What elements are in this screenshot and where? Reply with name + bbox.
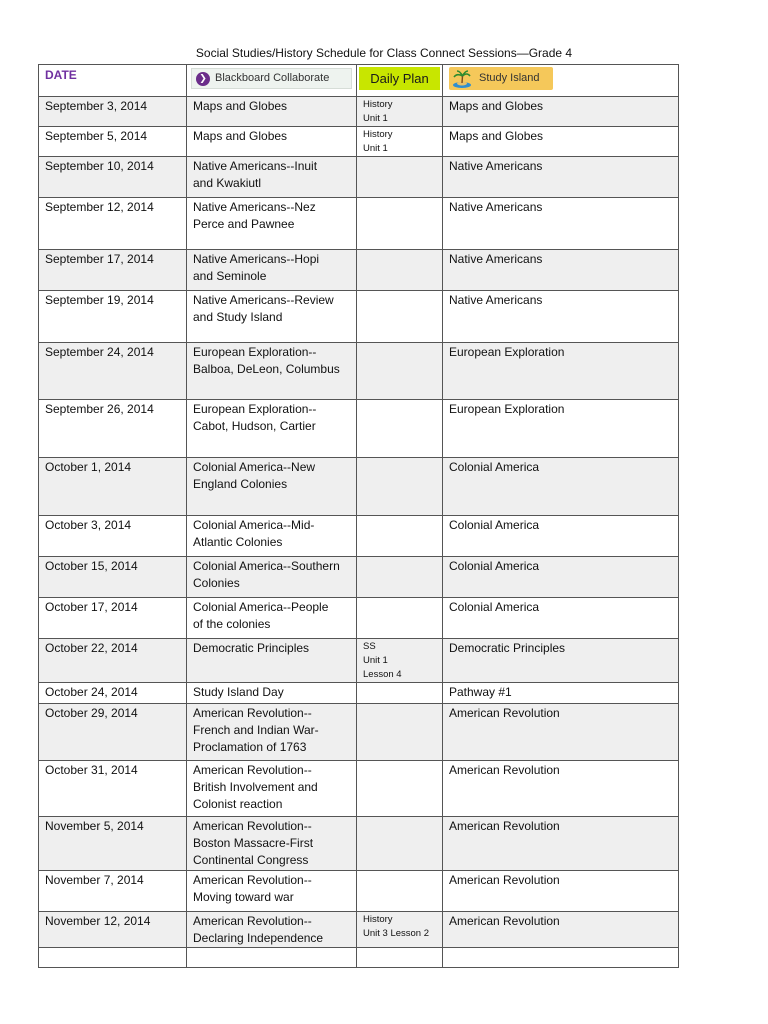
date-cell: November 5, 2014	[39, 817, 187, 871]
study-island-logo	[449, 67, 553, 90]
topic-cell-line: American Revolution--	[193, 873, 312, 887]
date-cell: October 31, 2014	[39, 761, 187, 817]
date-cell: September 24, 2014	[39, 343, 187, 400]
table-row	[39, 761, 679, 817]
daily-plan-cell-line: Unit 3 Lesson 2	[363, 928, 430, 939]
study-island-cell	[443, 948, 679, 968]
study-island-cell-line: European Exploration	[449, 345, 565, 359]
daily-plan-cell-line: History	[363, 129, 393, 140]
study-island-cell-line: Native Americans	[449, 252, 543, 266]
topic-cell	[187, 912, 357, 948]
topic-cell-line: French and Indian War-	[193, 723, 319, 737]
date-cell: September 19, 2014	[39, 291, 187, 343]
topic-cell-line: and Study Island	[193, 310, 283, 324]
topic-cell-line: Colonial America--People	[193, 600, 329, 614]
study-island-cell	[443, 871, 679, 912]
table-row	[39, 871, 679, 912]
study-island-cell	[443, 343, 679, 400]
daily-plan-cell	[357, 400, 443, 458]
topic-cell-line: Democratic Principles	[193, 641, 310, 655]
topic-cell	[187, 198, 357, 250]
topic-cell	[187, 250, 357, 291]
topic-cell-line: Colonial America--New	[193, 460, 316, 474]
study-island-cell-line: American Revolution	[449, 706, 560, 720]
topic-cell-line: Colonist reaction	[193, 797, 283, 811]
table-row	[39, 557, 679, 598]
study-island-cell	[443, 127, 679, 157]
study-island-cell	[443, 516, 679, 557]
topic-cell-line: Colonies	[193, 576, 240, 590]
date-header: DATE	[39, 65, 187, 97]
topic-cell-line: England Colonies	[193, 477, 288, 491]
daily-plan-cell	[357, 912, 443, 948]
topic-cell	[187, 683, 357, 704]
study-island-label: Study Island	[479, 72, 540, 84]
topic-cell	[187, 817, 357, 871]
daily-plan-cell	[357, 761, 443, 817]
daily-plan-cell	[357, 343, 443, 400]
study-island-cell	[443, 912, 679, 948]
topic-cell-line: Native Americans--Hopi	[193, 252, 320, 266]
study-island-cell-line: Native Americans	[449, 200, 543, 214]
study-island-cell	[443, 817, 679, 871]
topic-cell-line: Native Americans--Inuit	[193, 159, 318, 173]
topic-cell	[187, 557, 357, 598]
study-island-cell-line: Native Americans	[449, 293, 543, 307]
topic-cell-line: Colonial America--Southern	[193, 559, 340, 573]
topic-cell-line: of the colonies	[193, 617, 271, 631]
topic-cell	[187, 948, 357, 968]
topic-cell-line: Atlantic Colonies	[193, 535, 283, 549]
blackboard-collaborate-header	[187, 65, 357, 97]
topic-cell	[187, 761, 357, 817]
topic-cell	[187, 400, 357, 458]
study-island-cell-line: European Exploration	[449, 402, 565, 416]
topic-cell-line: Native Americans--Review	[193, 293, 334, 307]
study-island-cell	[443, 400, 679, 458]
study-island-cell-line: American Revolution	[449, 914, 560, 928]
table-row	[39, 458, 679, 516]
topic-cell	[187, 704, 357, 761]
date-cell: September 3, 2014	[39, 97, 187, 127]
study-island-cell-line: Colonial America	[449, 559, 540, 573]
date-cell: October 1, 2014	[39, 458, 187, 516]
topic-cell-line: American Revolution--	[193, 819, 312, 833]
header-row	[39, 65, 679, 97]
topic-cell	[187, 516, 357, 557]
topic-cell-line: Cabot, Hudson, Cartier	[193, 419, 316, 433]
topic-cell-line: Study Island Day	[193, 685, 284, 699]
date-cell: November 12, 2014	[39, 912, 187, 948]
table-row	[39, 97, 679, 127]
study-island-header	[443, 65, 679, 97]
daily-plan-cell	[357, 291, 443, 343]
date-cell: September 5, 2014	[39, 127, 187, 157]
daily-plan-cell-line: Unit 1	[363, 655, 388, 666]
daily-plan-cell	[357, 639, 443, 683]
table-row	[39, 343, 679, 400]
topic-cell-line: European Exploration--	[193, 402, 317, 416]
daily-plan-cell-line: Unit 1	[363, 143, 388, 154]
table-row	[39, 639, 679, 683]
study-island-cell	[443, 250, 679, 291]
daily-plan-cell-line: Lesson 4	[363, 669, 402, 680]
topic-cell	[187, 871, 357, 912]
table-row	[39, 127, 679, 157]
daily-plan-cell	[357, 871, 443, 912]
blackboard-collaborate-logo	[191, 68, 352, 89]
topic-cell-line: Maps and Globes	[193, 99, 288, 113]
table-row	[39, 516, 679, 557]
topic-cell-line: Boston Massacre-First	[193, 836, 314, 850]
daily-plan-cell	[357, 127, 443, 157]
study-island-cell	[443, 761, 679, 817]
topic-cell-line: American Revolution--	[193, 706, 312, 720]
topic-cell-line: Perce and Pawnee	[193, 217, 295, 231]
topic-cell-line: Balboa, DeLeon, Columbus	[193, 362, 340, 376]
topic-cell	[187, 97, 357, 127]
table-row	[39, 198, 679, 250]
daily-plan-cell	[357, 198, 443, 250]
daily-plan-cell	[357, 97, 443, 127]
study-island-cell-line: Democratic Principles	[449, 641, 566, 655]
study-island-cell-line: American Revolution	[449, 763, 560, 777]
daily-plan-cell	[357, 948, 443, 968]
study-island-cell-line: Native Americans	[449, 159, 543, 173]
daily-plan-header	[357, 65, 443, 97]
daily-plan-cell	[357, 516, 443, 557]
page-title: Social Studies/History Schedule for Class Connect Sessions—Grade 4	[195, 46, 573, 60]
topic-cell-line: Continental Congress	[193, 853, 309, 867]
table-row	[39, 948, 679, 968]
daily-plan-badge: Daily Plan	[359, 67, 440, 90]
table-row	[39, 704, 679, 761]
study-island-cell	[443, 598, 679, 639]
study-island-cell	[443, 291, 679, 343]
daily-plan-cell-line: History	[363, 99, 393, 110]
date-cell	[39, 948, 187, 968]
study-island-cell-line: Pathway #1	[449, 685, 512, 699]
daily-plan-cell	[357, 817, 443, 871]
study-island-cell	[443, 97, 679, 127]
daily-plan-cell	[357, 704, 443, 761]
date-cell: September 26, 2014	[39, 400, 187, 458]
date-cell: September 12, 2014	[39, 198, 187, 250]
table-row	[39, 683, 679, 704]
table-row	[39, 817, 679, 871]
topic-cell-line: Maps and Globes	[193, 129, 288, 143]
topic-cell-line: and Seminole	[193, 269, 267, 283]
topic-cell	[187, 458, 357, 516]
daily-plan-cell	[357, 557, 443, 598]
daily-plan-cell	[357, 458, 443, 516]
daily-plan-cell	[357, 250, 443, 291]
study-island-cell-line: American Revolution	[449, 819, 560, 833]
date-cell: November 7, 2014	[39, 871, 187, 912]
palm-tree-icon	[451, 68, 473, 90]
table-row	[39, 250, 679, 291]
topic-cell-line: American Revolution--	[193, 914, 312, 928]
study-island-cell	[443, 557, 679, 598]
date-cell: September 10, 2014	[39, 157, 187, 198]
study-island-cell	[443, 157, 679, 198]
topic-cell	[187, 343, 357, 400]
topic-cell-line: British Involvement and	[193, 780, 318, 794]
topic-cell-line: European Exploration--	[193, 345, 317, 359]
date-cell: October 17, 2014	[39, 598, 187, 639]
topic-cell	[187, 157, 357, 198]
study-island-cell	[443, 704, 679, 761]
topic-cell-line: Native Americans--Nez	[193, 200, 316, 214]
daily-plan-cell-line: Unit 1	[363, 113, 388, 124]
topic-cell-line: and Kwakiutl	[193, 176, 262, 190]
blackboard-collaborate-label: Blackboard Collaborate	[215, 72, 330, 84]
date-cell: October 22, 2014	[39, 639, 187, 683]
study-island-cell-line: American Revolution	[449, 873, 560, 887]
date-cell: October 24, 2014	[39, 683, 187, 704]
daily-plan-cell	[357, 598, 443, 639]
date-cell: October 3, 2014	[39, 516, 187, 557]
date-cell: October 29, 2014	[39, 704, 187, 761]
topic-cell	[187, 127, 357, 157]
table-row	[39, 912, 679, 948]
chevron-right-icon: ❯	[196, 72, 210, 86]
study-island-cell-line: Colonial America	[449, 518, 540, 532]
topic-cell-line: Moving toward war	[193, 890, 294, 904]
topic-cell-line: Colonial America--Mid-	[193, 518, 315, 532]
study-island-cell	[443, 639, 679, 683]
study-island-cell	[443, 458, 679, 516]
date-cell: September 17, 2014	[39, 250, 187, 291]
topic-cell-line: American Revolution--	[193, 763, 312, 777]
date-cell: October 15, 2014	[39, 557, 187, 598]
study-island-cell-line: Colonial America	[449, 460, 540, 474]
topic-cell	[187, 639, 357, 683]
topic-cell-line: Declaring Independence	[193, 931, 324, 945]
daily-plan-cell-line: SS	[363, 641, 376, 652]
table-row	[39, 291, 679, 343]
schedule-table	[38, 64, 679, 968]
daily-plan-cell-line: History	[363, 914, 393, 925]
daily-plan-cell	[357, 157, 443, 198]
study-island-cell-line: Maps and Globes	[449, 129, 544, 143]
topic-cell	[187, 291, 357, 343]
table-row	[39, 400, 679, 458]
table-row	[39, 157, 679, 198]
daily-plan-cell	[357, 683, 443, 704]
study-island-cell	[443, 198, 679, 250]
study-island-cell	[443, 683, 679, 704]
topic-cell-line: Proclamation of 1763	[193, 740, 307, 754]
topic-cell	[187, 598, 357, 639]
study-island-cell-line: Colonial America	[449, 600, 540, 614]
table-row	[39, 598, 679, 639]
study-island-cell-line: Maps and Globes	[449, 99, 544, 113]
